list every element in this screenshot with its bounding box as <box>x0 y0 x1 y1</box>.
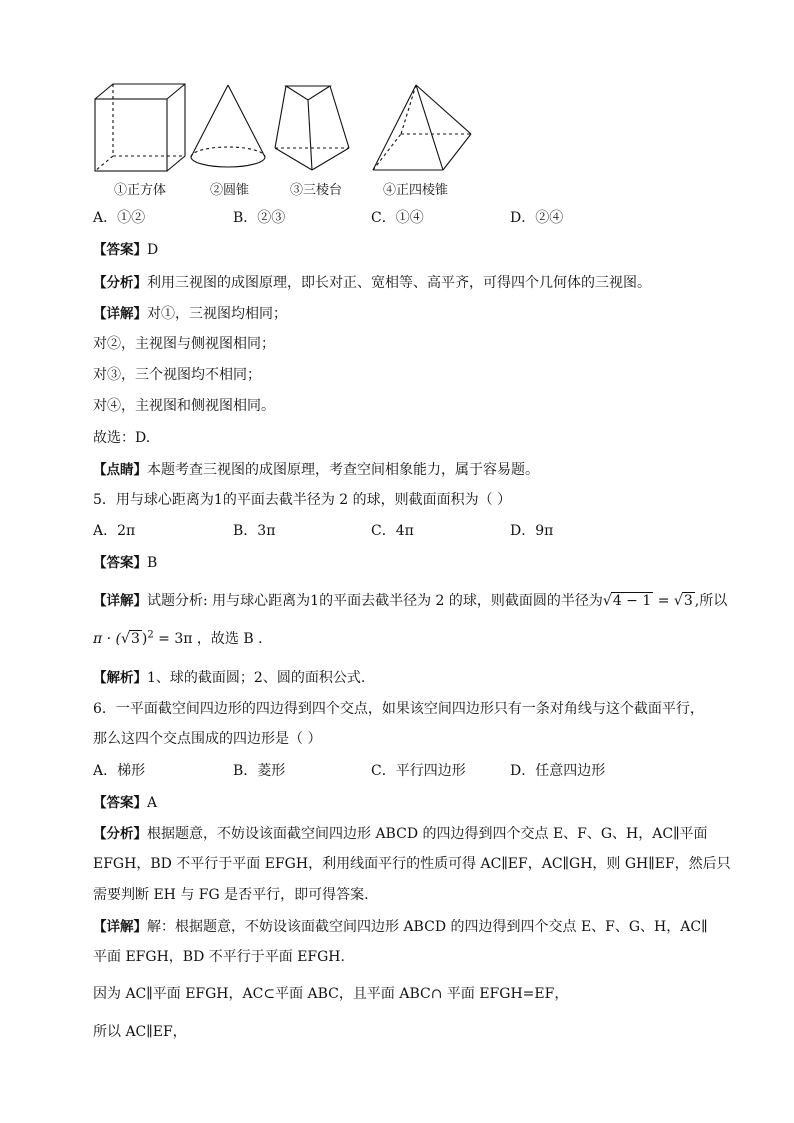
caption-pyramid: ④正四棱锥 <box>383 183 449 198</box>
q4-detail-line: 对③，三个视图均不相同； <box>93 367 261 383</box>
q6-detail-line: 所以 AC∥EF， <box>93 1024 187 1040</box>
q4-option-d: D．②④ <box>510 210 564 226</box>
q6-detail: 【详解】解：根据题意，不妨设该面截空间四边形 ABCD 的四边得到四个交点 E、F、G、H，AC∥ <box>93 919 708 935</box>
q5-explanation: 【解析】1、球的截面圆；2、圆的面积公式. <box>93 670 366 686</box>
q6-answer: 【答案】A <box>93 795 158 811</box>
q5-option-c: C．4π <box>371 523 414 539</box>
q6-detail-line: 平面 EFGH，BD 不平行于平面 EFGH. <box>93 949 345 965</box>
caption-cone: ②圆锥 <box>210 183 250 198</box>
q4-detail: 【详解】对①，三视图均相同； <box>93 306 287 322</box>
q5-stem: 5．用与球心距离为1的平面去截半径为 2 的球，则截面面积为（ ） <box>93 492 512 508</box>
q4-conclusion: 故选：D. <box>93 430 151 446</box>
q4-detail-line: 对②，主视图与侧视图相同； <box>93 336 275 352</box>
q4-answer: 【答案】D <box>93 242 159 258</box>
q5-option-a: A．2π <box>93 523 136 539</box>
q5-option-d: D．9π <box>510 523 554 539</box>
cone-drawing <box>188 82 268 174</box>
q5-detail: 【详解】试题分析: 用与球心距离为1的平面去截半径为 2 的球，则截面圆的半径为√4 − 1 = √3 ,所以 <box>93 593 728 609</box>
q6-option-b: B．菱形 <box>233 763 286 779</box>
solids-figure <box>0 82 794 200</box>
q6-analysis-line: 需要判断 EH 与 FG 是否平行，即可得答案. <box>93 887 369 903</box>
q4-analysis: 【分析】利用三视图的成图原理，即长对正、宽相等、高平齐，可得四个几何体的三视图。 <box>93 275 651 291</box>
sqrt-radicand: 3 <box>683 593 693 609</box>
q4-option-b: B．②③ <box>233 210 286 226</box>
q6-option-a: A．梯形 <box>93 763 146 779</box>
q4-option-a: A．①② <box>93 210 146 226</box>
pyramid-drawing <box>370 82 475 174</box>
q5-detail-formula: π · (√3 )$^2$ = 3π ，故选 B . <box>93 629 263 647</box>
caption-frustum: ③三棱台 <box>290 183 343 198</box>
q4-detail-line: 对④，主视图和侧视图相同。 <box>93 398 275 414</box>
q6-analysis-line: EFGH，BD 不平行于平面 EFGH，利用线面平行的性质可得 AC∥EF，AC∥GH，则 GH∥EF，然后只 <box>93 856 731 872</box>
frustum-drawing <box>272 82 352 174</box>
q6-stem: 那么这四个交点围成的四边形是（ ） <box>93 731 322 747</box>
q4-option-c: C．①④ <box>371 210 424 226</box>
q5-answer: 【答案】B <box>93 555 158 571</box>
q6-option-c: C．平行四边形 <box>371 763 466 779</box>
caption-cube: ①正方体 <box>114 183 167 198</box>
q6-analysis: 【分析】根据题意，不妨设该面截空间四边形 ABCD 的四边得到四个交点 E、F、G、H，AC∥平面 <box>93 826 708 842</box>
cube-drawing <box>93 82 188 174</box>
q6-option-d: D．任意四边形 <box>510 763 606 779</box>
q6-stem: 6．一平面截空间四边形的四边得到四个交点，如果该空间四边形只有一条对角线与这个截面平行， <box>93 701 704 717</box>
q6-detail-line: 因为 AC∥平面 EFGH，AC⊂平面 ABC，且平面 ABC∩ 平面 EFGH=EF， <box>93 986 569 1002</box>
q5-option-b: B．3π <box>233 523 276 539</box>
q4-comment: 【点睛】本题考查三视图的成图原理，考查空间相象能力，属于容易题。 <box>93 462 539 478</box>
sqrt-radicand: 4 − 1 <box>612 593 652 609</box>
